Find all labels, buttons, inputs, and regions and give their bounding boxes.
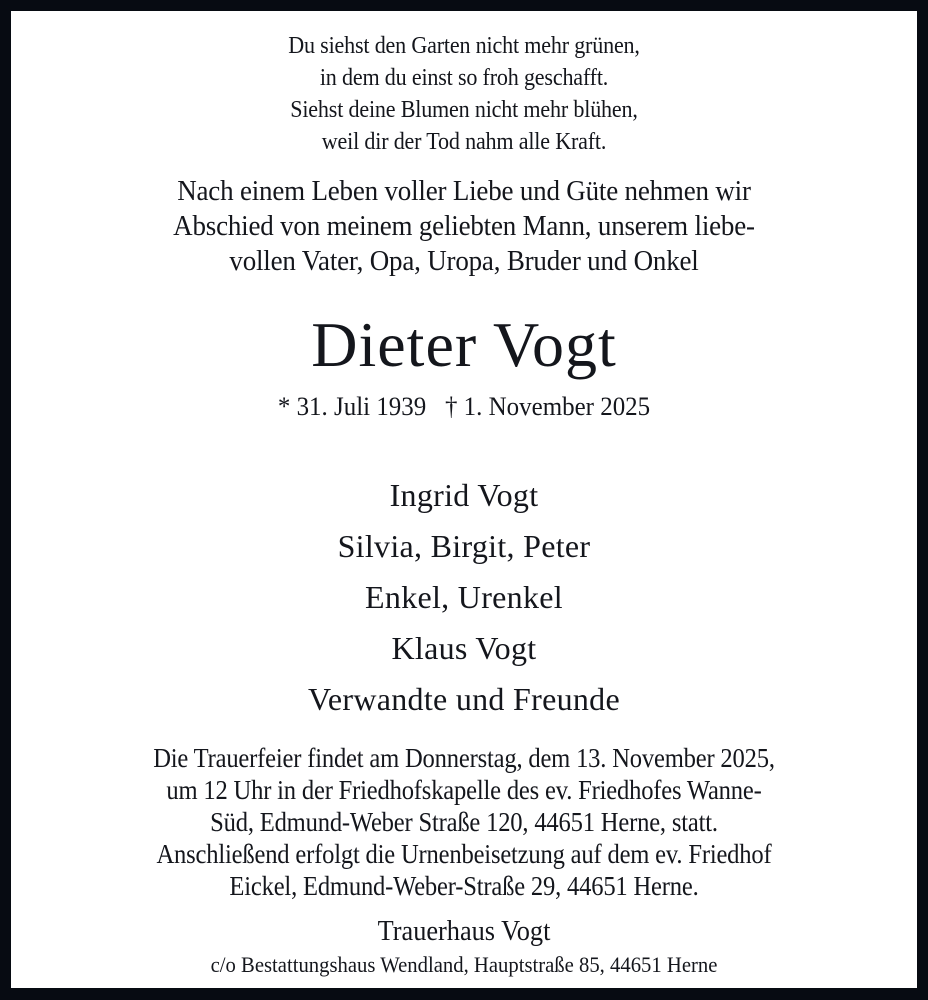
- mourner: Klaus Vogt: [391, 630, 537, 666]
- poem-line: Siehst deine Blumen nicht mehr blühen,: [290, 97, 638, 123]
- poem-line: in dem du einst so froh geschafft.: [319, 65, 609, 91]
- service-line: Anschließend erfolgt die Urnenbeisetzung auf dem ev. Friedhof: [156, 839, 772, 869]
- mourner: Silvia, Birgit, Peter: [337, 528, 591, 564]
- intro-line: Nach einem Leben voller Liebe und Güte nehmen wir: [177, 175, 751, 207]
- mourner: Enkel, Urenkel: [365, 579, 563, 615]
- intro-line: Abschied von meinem geliebten Mann, unserem liebe-: [173, 210, 755, 242]
- life-dates: * 31. Juli 1939 † 1. November 2025: [277, 392, 651, 421]
- deceased-name: Dieter Vogt: [311, 309, 617, 380]
- service-line: Süd, Edmund-Weber Straße 120, 44651 Herne, statt.: [210, 807, 718, 837]
- mourner: Verwandte und Freunde: [308, 681, 620, 717]
- service-line: um 12 Uhr in der Friedhofskapelle des ev. Friedhofes Wanne-: [166, 775, 762, 805]
- poem-line: Du siehst den Garten nicht mehr grünen,: [288, 33, 640, 59]
- mourning-house: Trauerhaus Vogt: [377, 916, 551, 947]
- contact-address: c/o Bestattungshaus Wendland, Hauptstraße 85, 44651 Herne: [210, 952, 718, 977]
- service-line: Eickel, Edmund-Weber-Straße 29, 44651 Herne.: [229, 871, 699, 901]
- intro-line: vollen Vater, Opa, Uropa, Bruder und Onkel: [229, 245, 699, 277]
- obituary-notice: [11, 11, 917, 988]
- poem-line: weil dir der Tod nahm alle Kraft.: [321, 129, 607, 155]
- mourner: Ingrid Vogt: [389, 477, 539, 513]
- service-line: Die Trauerfeier findet am Donnerstag, dem 13. November 2025,: [153, 743, 775, 773]
